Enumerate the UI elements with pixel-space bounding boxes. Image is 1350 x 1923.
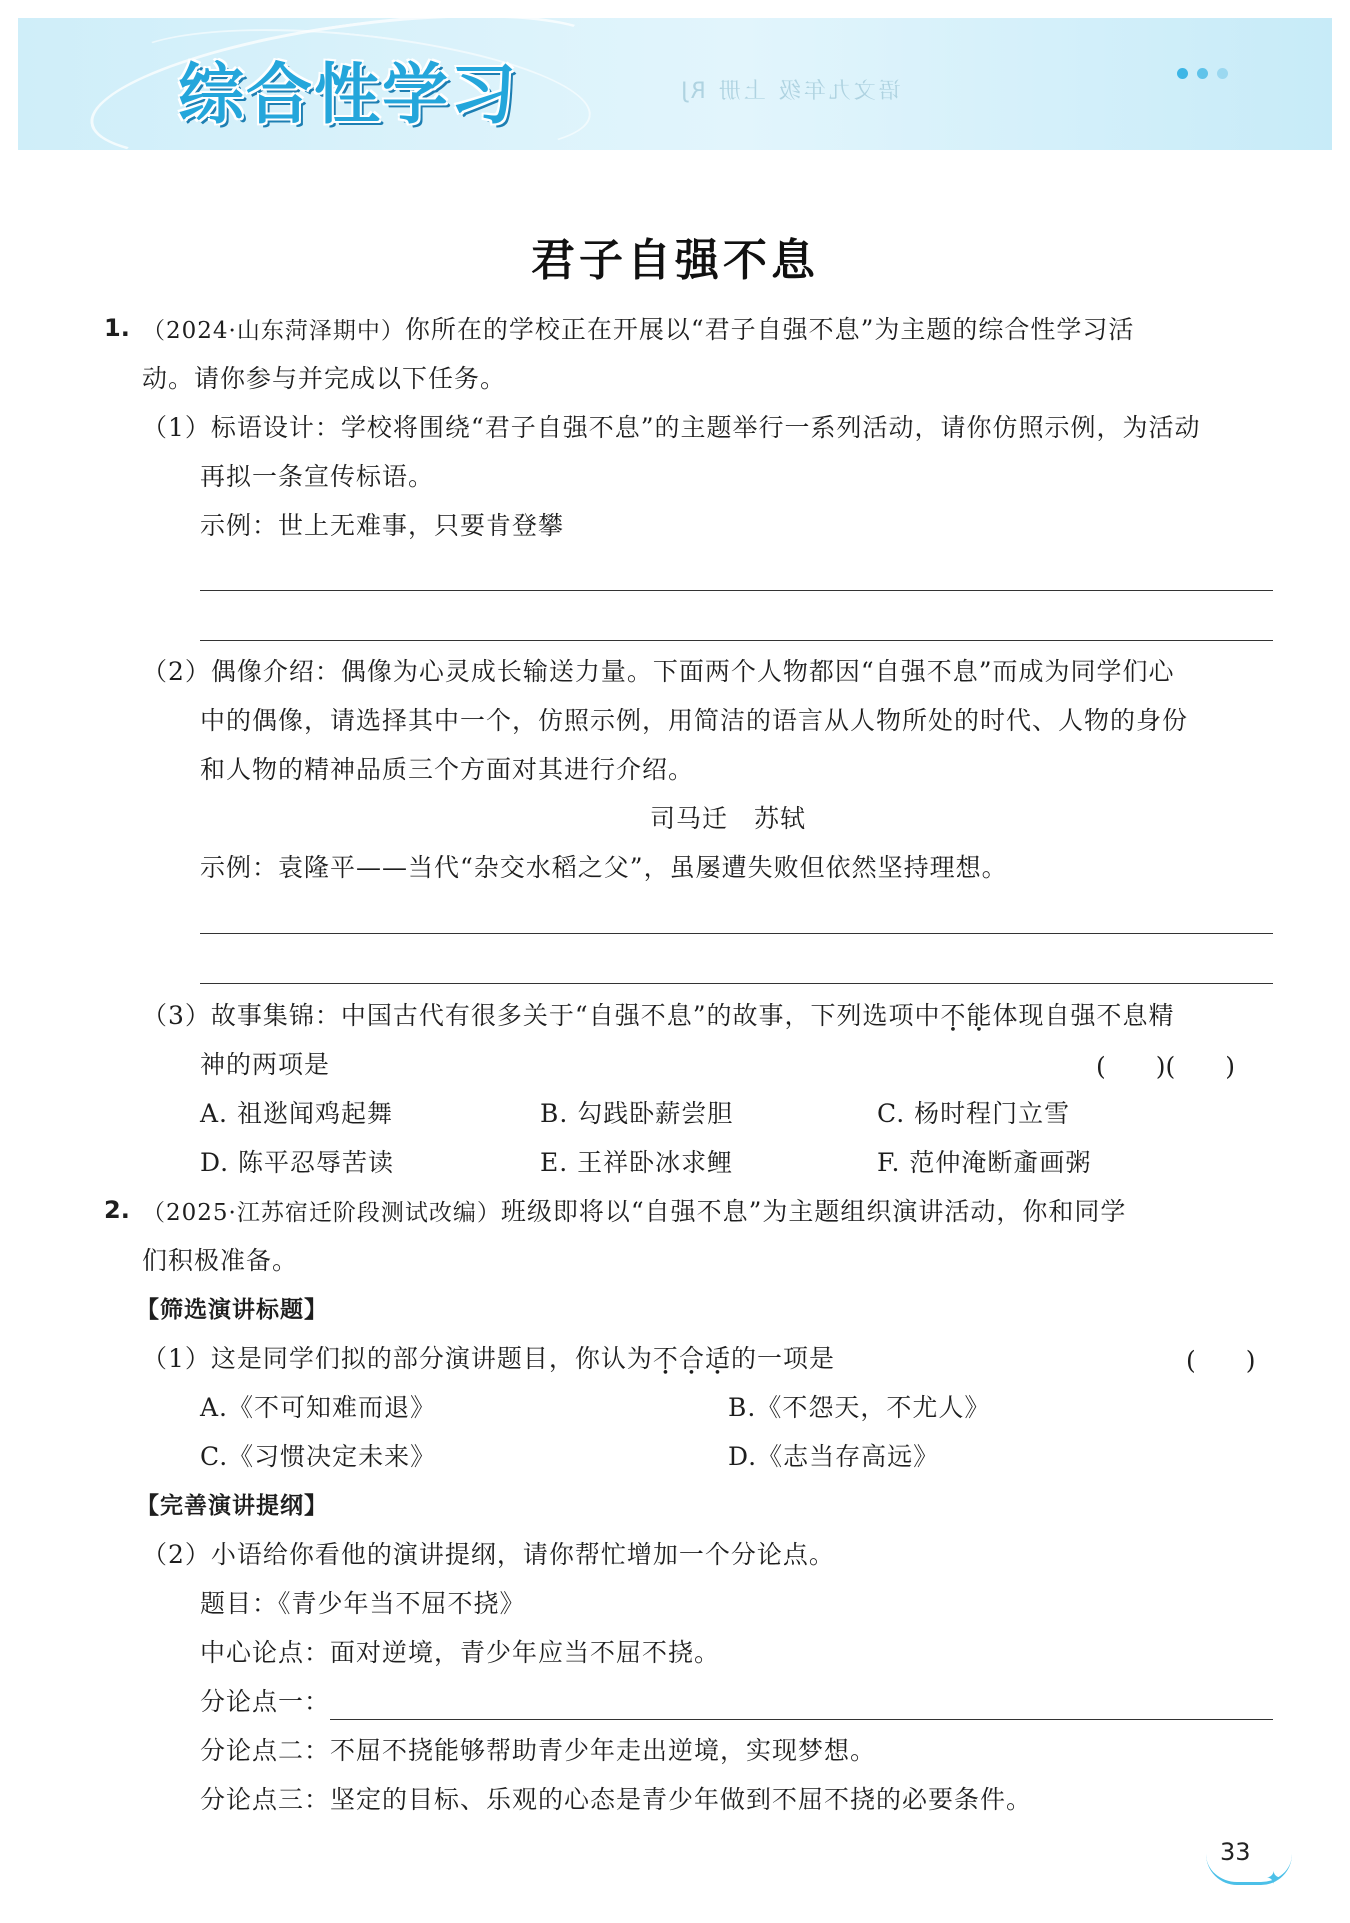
subquestion-2: （2）小语给你看他的演讲提纲，请你帮忙增加一个分论点。 [142, 1540, 835, 1569]
question-number: 2. [104, 1196, 130, 1224]
subquestion-3 [142, 998, 1175, 1034]
outline-center: 中心论点：面对逆境，青少年应当不屈不挠。 [200, 1638, 721, 1667]
outline-topic: 题目：《青少年当不屈不挠》 [200, 1589, 526, 1618]
question-stem-cont: 们积极准备。 [142, 1246, 299, 1275]
option-b: B. 勾践卧薪尝胆 [540, 1099, 734, 1128]
question-stem [142, 312, 1134, 349]
page-title: 君子自强不息 [531, 235, 819, 286]
section-tag: 【完善演讲提纲】 [136, 1493, 328, 1519]
answer-line[interactable] [200, 640, 1273, 641]
page-number: 33 [1220, 1838, 1251, 1866]
emphasis-char: 能 [966, 1001, 993, 1030]
stem-text: 你所在的学校正在开展以“君子自强不息”为主题的综合性学习活 [404, 315, 1135, 344]
stem-text: 班级即将以“自强不息”为主题组织演讲活动，你和同学 [500, 1197, 1127, 1226]
subquestion-3-cont: 神的两项是 [200, 1050, 331, 1079]
subquestion-1-cont: 再拟一条宣传标语。 [200, 462, 435, 491]
question-source: （2024·山东菏泽期中） [142, 318, 405, 344]
option-d: D.《志当存高远》 [728, 1442, 940, 1471]
option-e: E. 王祥卧冰求鲤 [540, 1148, 734, 1177]
option-f: F. 范仲淹断齑画粥 [877, 1148, 1092, 1177]
section-title: 综合性学习 [178, 56, 518, 133]
option-a: A. 祖逖闻鸡起舞 [200, 1099, 393, 1128]
example-text: 示例：袁隆平——当代“杂交水稻之父”，虽屡遭失败但依然坚持理想。 [200, 853, 1008, 882]
emphasis-char: 不 [652, 1344, 679, 1373]
bleed-through-text: 语文九年级 上册 RJ [678, 79, 901, 104]
question-source: （2025·江苏宿迁阶段测试改编） [142, 1200, 501, 1226]
option-a: A.《不可知难而退》 [200, 1393, 437, 1422]
question-number: 1. [104, 314, 130, 342]
subquestion-2-cont: 中的偶像，请选择其中一个，仿照示例，用简洁的语言从人物所处的时代、人物的身份 [200, 706, 1189, 735]
dot-icon [1217, 68, 1228, 79]
answer-line[interactable] [200, 933, 1273, 934]
section-header-banner [18, 18, 1332, 150]
section-tag: 【筛选演讲标题】 [136, 1297, 328, 1323]
dot-icon [1197, 68, 1208, 79]
outline-sub3: 分论点三：坚定的目标、乐观的心态是青少年做到不屈不挠的必要条件。 [200, 1785, 1033, 1814]
option-c: C.《习惯决定未来》 [200, 1442, 437, 1471]
answer-line[interactable] [200, 590, 1273, 591]
dot-icon [1177, 68, 1188, 79]
emphasis-char: 不 [940, 1001, 967, 1030]
person-names: 司马迁 苏轼 [650, 804, 807, 833]
stem-text: 的一项是 [730, 1344, 835, 1373]
emphasis-char: 适 [704, 1344, 731, 1373]
sparkle-icon: ✦ [1266, 1868, 1282, 1889]
outline-sub1: 分论点一： [200, 1687, 331, 1716]
subquestion-2-cont: 和人物的精神品质三个方面对其进行介绍。 [200, 755, 695, 784]
subquestion-2: （2）偶像介绍：偶像为心灵成长输送力量。下面两个人物都因“自强不息”而成为同学们心 [142, 657, 1175, 686]
subquestion-1 [142, 1341, 835, 1377]
question-stem-cont: 动。请你参与并完成以下任务。 [142, 364, 507, 393]
question-stem [142, 1194, 1126, 1231]
answer-parentheses[interactable]: ( )( ) [1096, 1052, 1236, 1081]
answer-line[interactable] [330, 1719, 1273, 1720]
decorative-dots [1168, 64, 1228, 83]
emphasis-char: 合 [678, 1344, 705, 1373]
stem-text: （3）故事集锦：中国古代有很多关于“自强不息”的故事，下列选项中 [142, 1001, 941, 1030]
answer-line[interactable] [200, 983, 1273, 984]
stem-text: （1）这是同学们拟的部分演讲题目，你认为 [142, 1344, 653, 1373]
option-c: C. 杨时程门立雪 [877, 1099, 1071, 1128]
option-d: D. 陈平忍辱苦读 [200, 1148, 395, 1177]
outline-sub2: 分论点二：不屈不挠能够帮助青少年走出逆境，实现梦想。 [200, 1736, 877, 1765]
option-b: B.《不怨天，不尤人》 [728, 1393, 991, 1422]
subquestion-1: （1）标语设计：学校将围绕“君子自强不息”的主题举行一系列活动，请你仿照示例，为活动 [142, 413, 1201, 442]
answer-parentheses[interactable]: ( ) [1186, 1346, 1256, 1375]
stem-text: 体现自强不息精 [992, 1001, 1175, 1030]
example-text: 示例：世上无难事，只要肯登攀 [200, 511, 565, 540]
